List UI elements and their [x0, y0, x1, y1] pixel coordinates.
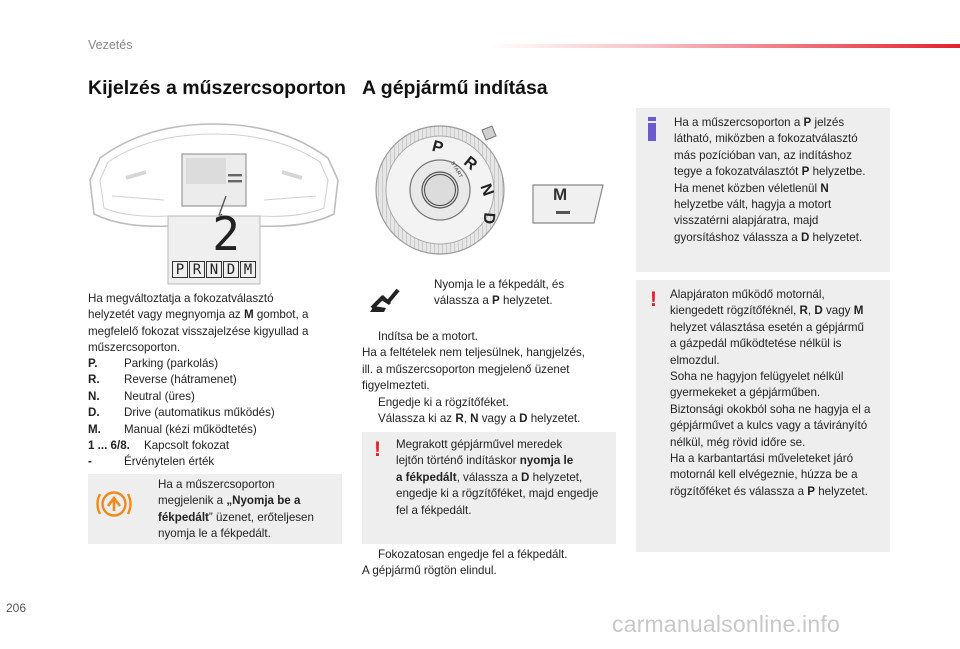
warning-exclamation-icon: ! [374, 438, 381, 461]
header-accent-bar [488, 44, 960, 48]
gear-letter-n: N [206, 261, 222, 278]
engine-start-icon [424, 174, 456, 206]
info-icon [648, 117, 656, 141]
cluster-gear-letters [172, 261, 256, 278]
watermark: carmanualsonline.info [612, 611, 840, 637]
gear-definitions [88, 356, 348, 471]
intro-line: műszercsoporton. [88, 341, 181, 355]
dial-start-label: START [449, 160, 464, 180]
warning-exclamation-icon: ! [650, 288, 657, 311]
intro-line: helyzetét vagy megnyomja az M gombot, a [88, 308, 309, 322]
step-release-brake: Fokozatosan engedje fel a fékpedált. A gépjármű rögtön elindul. [362, 548, 568, 578]
dial-letter-n: N [476, 181, 497, 199]
page-number: 206 [6, 601, 27, 615]
dial-letter-r: R [460, 153, 481, 174]
section-label: Vezetés [88, 38, 133, 52]
gear-letter-p: P [172, 261, 188, 278]
brake-note-text: Ha a műszercsoporton megjelenik a „Nyomja be a fékpedált” üzenet, erőteljesen nyomja le a fékpedált. [158, 478, 314, 541]
idle-creep-warning-text: Alapjáraton működő motornál, kiengedett rögzítőféknél, R, D vagy M helyzet választása esetén a gépjármű a gázpedál működtetése nélkül is elmozdul. Soha ne hagyjon felügyelet nélkül gyermekeket a gépjárműben. Biztonsági okokból soha ne hagyja el a gépjárművet a kulcs vagy a távirányító nélkül, még rövid időre se. Ha a karbantartási műveleteket járó motornál kell elvégeznie, húzza be a rögzítőféket és válassza a P helyzetet. [670, 288, 871, 498]
hill-start-warning-text: Megrakott gépjárművel meredek lejtőn történő indításkor nyomja le a fékpedált, válassza a D helyzetet, engedje ki a rögzítőféket, majd engedje fel a fékpedált. [396, 438, 599, 517]
definition-row: R. Reverse (hátramenet) [88, 373, 237, 387]
m-button-label: M [553, 185, 568, 204]
gear-letter-r: R [189, 261, 205, 278]
definition-row: - Érvénytelen érték [88, 455, 215, 469]
brake-foot-icon [368, 282, 404, 318]
m-button-illustration [530, 183, 606, 225]
dial-letter-p: P [430, 137, 445, 158]
intro-line: megfelelő fokozat visszajelzése kigyullad a [88, 324, 309, 338]
dial-letter-d: D [479, 211, 498, 225]
p-position-info-text: Ha a műszercsoporton a P jelzés látható, miközben a fokozatválasztó más pozícióban van, az indításhoz tegye a fokozatválasztót P helyzetbe. Ha menet közben véletlenül N helyzetbe vált, hagyja a motort visszatérni alapjáratra, majd gyorsításhoz válassza a D helyzetet. [674, 116, 866, 244]
definition-row: 1 ... 6/8. Kapcsolt fokozat [88, 439, 230, 453]
gear-selector-dial [370, 118, 522, 258]
gear-letter-d: D [223, 261, 239, 278]
left-intro [88, 291, 348, 357]
definition-row: M. Manual (kézi működtetés) [88, 422, 257, 436]
middle-title: A gépjármű indítása [362, 77, 548, 99]
definition-row: N. Neutral (üres) [88, 389, 195, 403]
step-start-engine: Indítsa be a motort. Ha a feltételek nem teljesülnek, hangjelzés, ill. a műszercsoporton megjelenő üzenet figyelmezteti. Engedje ki a rögzítőféket. Válassza ki az R, N vagy a D helyzetet. [362, 330, 585, 426]
left-title: Kijelzés a műszercsoporton [88, 77, 346, 99]
intro-line: Ha megváltoztatja a fokozatválasztó [88, 292, 274, 305]
step-brake-select-p: Nyomja le a fékpedált, és válassza a P helyzetet. [434, 278, 565, 308]
brake-warning-icon [94, 484, 134, 524]
cluster-gear-digit: 2 [212, 207, 240, 261]
definition-row: D. Drive (automatikus működés) [88, 406, 275, 420]
instrument-cluster-illustration [86, 118, 342, 288]
definition-row: P. Parking (parkolás) [88, 357, 219, 370]
gear-letter-m: M [240, 261, 256, 278]
